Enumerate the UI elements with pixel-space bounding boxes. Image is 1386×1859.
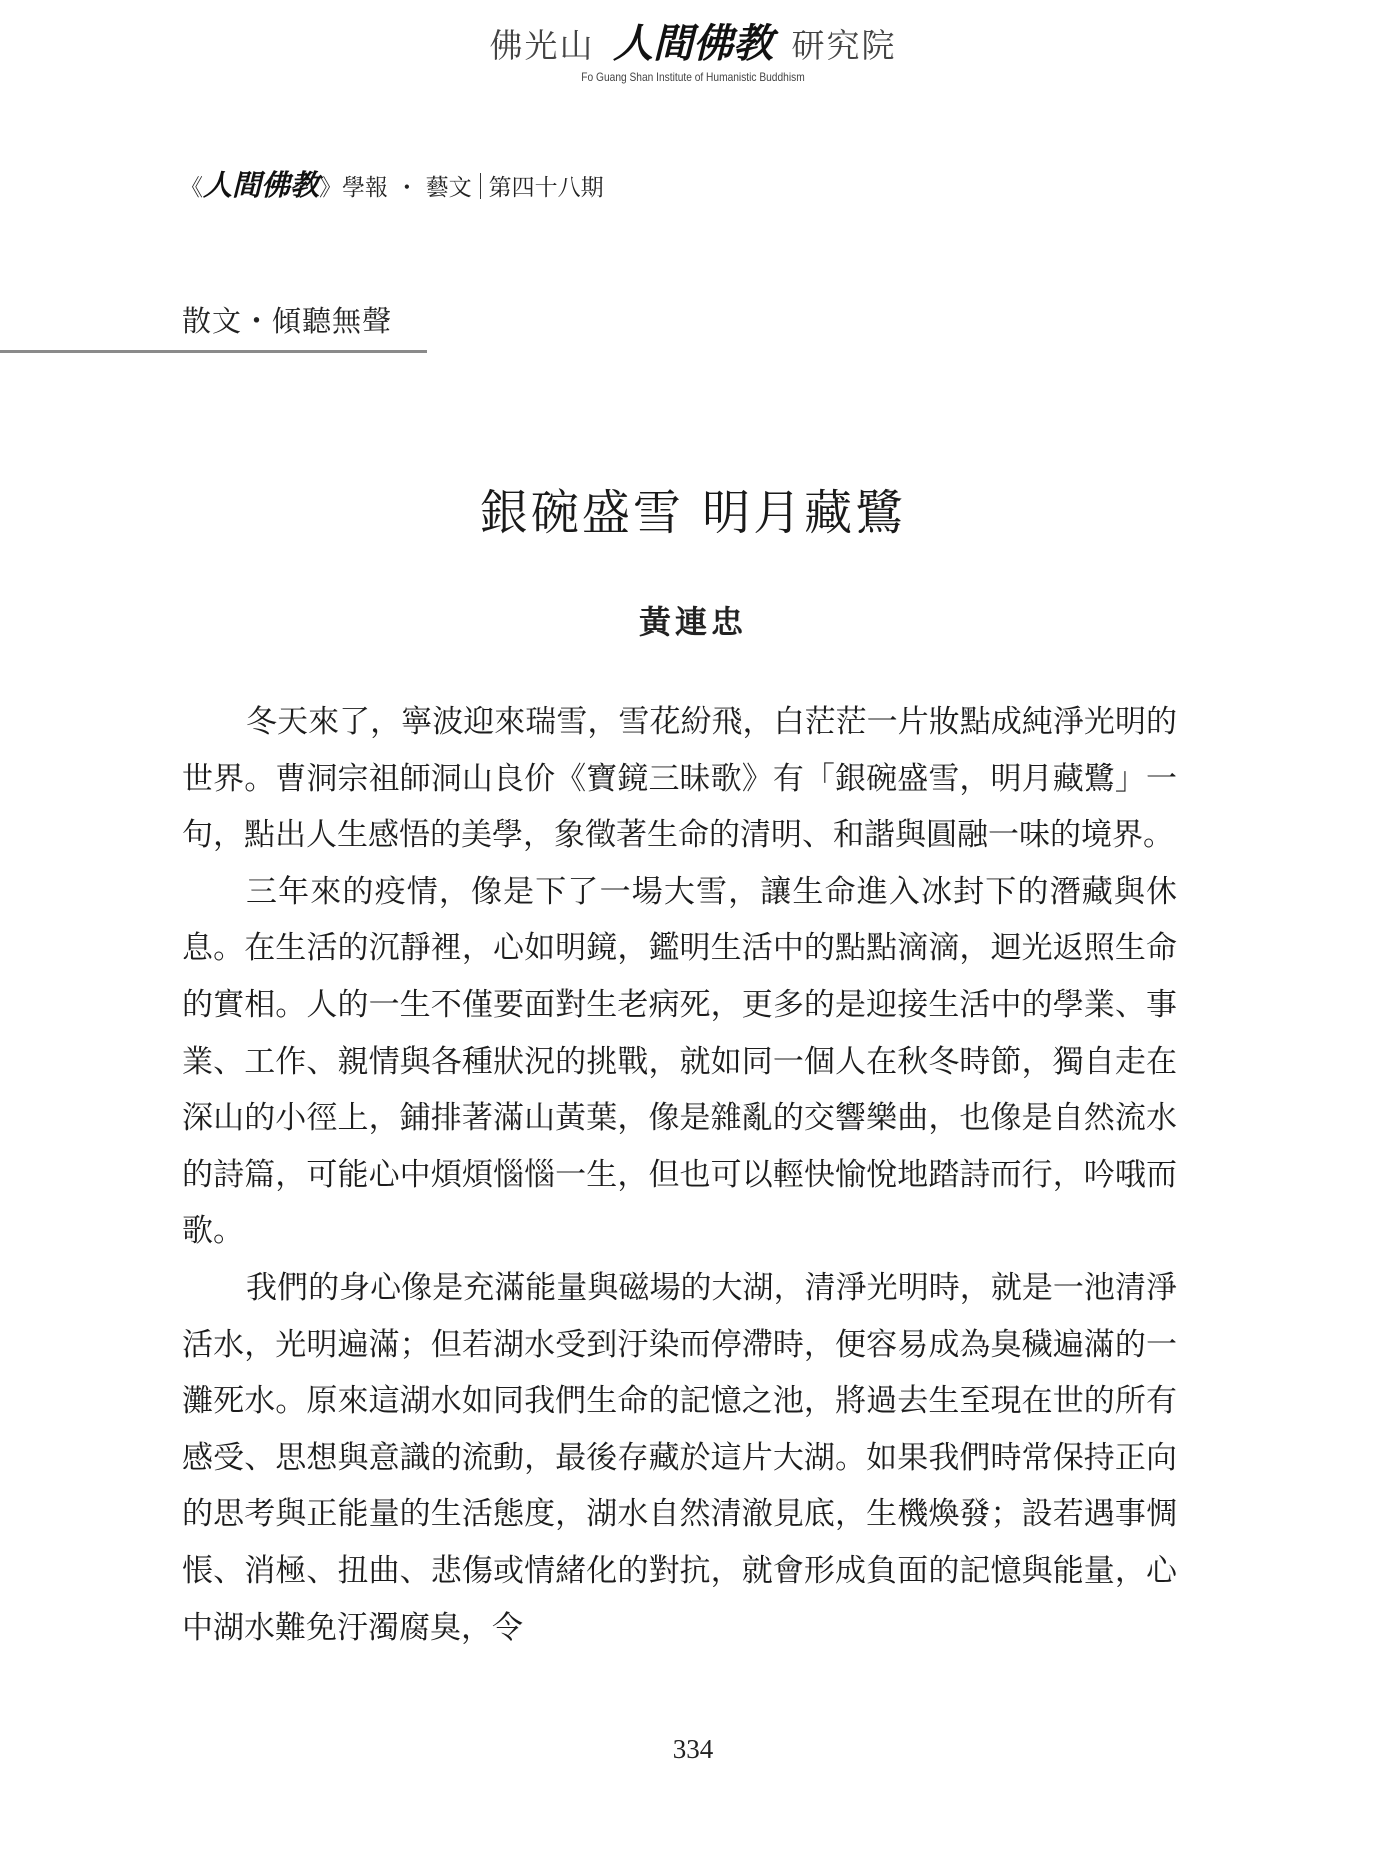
paragraph: 三年來的疫情，像是下了一場大雪，讓生命進入冰封下的潛藏與休息。在生活的沉靜裡，心如明鏡，鑑明生活中的點點滴滴，迴光返照生命的實相。人的一生不僅要面對生老病死，更多的是迎接生活中的學業、事業、工作、親情與各種狀況的挑戰，就如同一個人在秋冬時節，獨自走在深山的小徑上，鋪排著滿山黃葉，像是雜亂的交響樂曲，也像是自然流水的詩篇，可能心中煩煩惱惱一生，但也可以輕快愉悅地踏詩而行，吟哦而歌。 [182, 873, 1177, 1250]
journal-logo: 人間佛教 [203, 168, 320, 202]
institute-logo: 人間佛教 [613, 21, 773, 67]
paragraph: 冬天來了，寧波迎來瑞雪，雪花紛飛，白茫茫一片妝點成純淨光明的世界。曹洞宗祖師洞山良价《寶鏡三昧歌》有「銀碗盛雪，明月藏鷺」一句，點出人生感悟的美學，象徵著生命的清明、和諧與圓融一味的境界。 [182, 704, 1177, 854]
journal-running-head [180, 163, 604, 204]
article-title: 銀碗盛雪 明月藏鷺 [479, 485, 907, 541]
institute-header [0, 22, 1386, 84]
journal-open-bracket: 《 [180, 175, 203, 201]
journal-divider [480, 173, 481, 199]
institute-suffix: 研究院 [791, 26, 897, 65]
article-author: 黃連忠 [638, 603, 747, 641]
institute-english-name: Fo Guang Shan Institute of Humanistic Buddhism [581, 70, 805, 84]
article-body [182, 694, 1177, 1656]
paragraph: 我們的身心像是充滿能量與磁場的大湖，清淨光明時，就是一池清淨活水，光明遍滿；但若湖水受到汙染而停滯時，便容易成為臭穢遍滿的一灘死水。原來這湖水如同我們生命的記憶之池，將過去生至現在世的所有感受、思想與意識的流動，最後存藏於這片大湖。如果我們時常保持正向的思考與正能量的生活態度，湖水自然清澈見底，生機煥發；設若遇事惆悵、消極、扭曲、悲傷或情緒化的對抗，就會形成負面的記憶與能量，心中湖水難免汙濁腐臭，令 [182, 1269, 1177, 1646]
section-label: 散文・傾聽無聲 [182, 304, 393, 338]
section-rule [0, 350, 427, 353]
journal-name: 》學報 ・ 藝文 [319, 175, 472, 201]
page-number: 334 [672, 1734, 714, 1764]
institute-prefix: 佛光山 [489, 26, 595, 65]
institute-name [0, 22, 1386, 68]
journal-issue: 第四十八期 [488, 175, 604, 201]
